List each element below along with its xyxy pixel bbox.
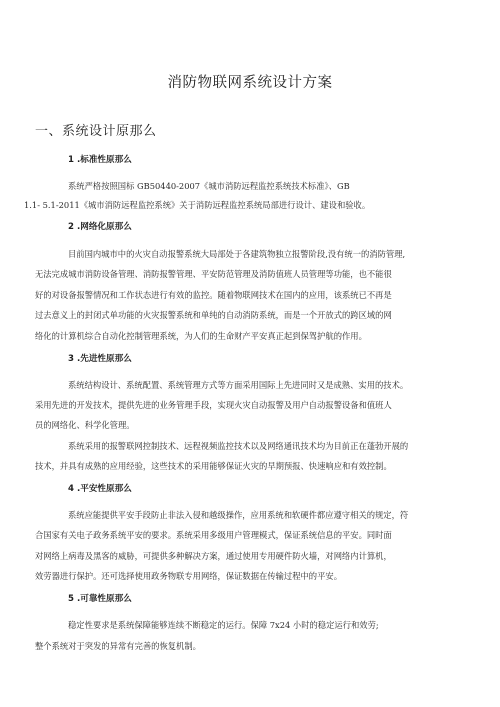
paragraph-line: 好的对设备报警情况和工作状态进行有效的监控。随着物联网技术在国内的应用，该系统已不再是 — [35, 290, 392, 300]
subsection-heading-standard: 1 .标准性原那么 — [68, 155, 132, 165]
paragraph-line: 无法完成城市消防设备管理、消防报警管理、平安防范管理及消防值班人员管理等功能，也不能很 — [35, 269, 392, 279]
paragraph-line: 稳定性要求是系统保障能够连续不断稳定的运行。保障 7x24 小时的稳定运行和效劳; — [68, 620, 379, 630]
paragraph-line: 系统严格按照国标 GB50440-2007《城市消防远程监控系统技术标准》、GB — [68, 181, 350, 191]
subsection-heading-security: 4 .平安性原那么 — [68, 484, 132, 494]
paragraph-line: 1.1- 5.1-2011《城市消防远程监控系统》关于消防远程监控系统局部进行设计、建设和验收。 — [24, 200, 371, 210]
paragraph-line: 采用先进的开发技术，提供先进的业务管理手段，实现火灾自动报警及用户自动报警设备和值班人 — [35, 400, 392, 410]
paragraph-line: 过去意义上的封闭式单功能的火灾报警系统和单纯的自动消防系统，而是一个开放式的跨区域的网 — [35, 310, 392, 320]
paragraph-line: 对网络上病毒及黑客的威胁，可提供多种解决方案，通过使用专用硬件防火墙，对网络内计算机， — [35, 551, 392, 561]
paragraph-line: 系统采用的报警联网控制技术、远程视频监控技术以及网络通讯技术均为目前正在蓬勃开展的 — [68, 441, 409, 451]
paragraph-line: 系统应能提供平安手段防止非法入侵和越级操作，应用系统和软硬件都应遵守相关的规定，符 — [68, 510, 409, 520]
paragraph-line: 员的网络化、科学化管理。 — [35, 420, 135, 430]
subsection-heading-network: 2 .网络化原那么 — [68, 222, 132, 232]
paragraph-line: 整个系统对于突发的异常有完善的恢复机制。 — [35, 641, 201, 651]
paragraph-line: 效劳器进行保护。还可选择使用政务物联专用网络，保证数据在传输过程中的平安。 — [35, 571, 342, 581]
paragraph-line: 络化的计算机综合自动化控制管理系统，为人们的生命财产平安真正起到保驾护航的作用。 — [35, 331, 367, 341]
subsection-heading-reliability: 5 .可靠性原那么 — [68, 594, 132, 604]
paragraph-line: 系统结构设计、系统配置、系统管理方式等方面采用国际上先进同时又是成熟、实用的技术。 — [68, 380, 409, 390]
subsection-heading-advanced: 3 .先进性原那么 — [68, 354, 132, 364]
paragraph-line: 目前国内城市中的火灾自动报警系统大局部处于各建筑物独立报警阶段,没有统一的消防管理, — [68, 249, 406, 259]
document-title: 消防物联网系统设计方案 — [167, 75, 333, 91]
section-heading: 一、系统设计原那么 — [35, 124, 157, 139]
paragraph-line: 技术，并具有成熟的应用经验，这些技术的采用能够保证火灾的早期预报、快速响应和有效控制。 — [35, 461, 392, 471]
paragraph-line: 合国家有关电子政务系统平安的要求。系统采用多级用户管理模式，保证系统信息的平安。同时面 — [35, 530, 392, 540]
